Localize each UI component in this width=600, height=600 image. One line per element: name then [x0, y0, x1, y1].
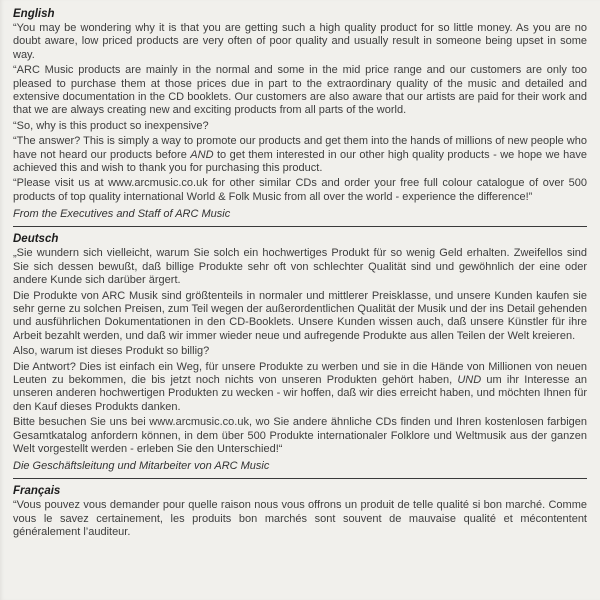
paragraph-text: Also, warum ist dieses Produkt so billig? [13, 345, 210, 358]
section-body-deutsch [13, 247, 587, 456]
paragraph-text: to get them interested in our other high quality products - we hope we have achieved this and wish to thank you for purchasing this product. [13, 148, 587, 175]
emphasized-text: UND [457, 373, 482, 386]
signature-english: From the Executives and Staff of ARC Music [13, 208, 231, 221]
paragraph [13, 120, 587, 133]
paragraph [13, 290, 587, 344]
paragraph [13, 345, 587, 358]
paragraph-text: “The answer? This is simply a way to promote our products and get them into the hands of millions of new people who have not heard our products before [13, 135, 587, 161]
emphasized-text: AND [190, 148, 214, 161]
section-body-francais [13, 499, 587, 539]
section-divider [13, 226, 587, 227]
paragraph-text: “Please visit us at www.arcmusic.co.uk for other similar CDs and order your free full colour catalogue of over 500 products of top quality international World & Folk Music from all over the world - experience the difference!” [13, 177, 587, 203]
section-header-deutsch: Deutsch [13, 233, 59, 246]
paragraph [13, 499, 587, 539]
section-francais [13, 484, 587, 539]
paragraph-text: Die Antwort? Dies ist einfach ein Weg, für unsere Produkte zu werben und sie in die Hände von Millionen von neuen Leuten zu bekommen, die bis jetzt noch nichts von unseren Produkten gehört haben, [13, 360, 587, 386]
paragraph-text: “You may be wondering why it is that you are getting such a high quality product for so little money. As you are no doubt aware, low priced products are very often of poor quality and usually result in someone being upset in some way. [13, 22, 587, 61]
section-header-english: English [13, 8, 55, 20]
section-divider [13, 478, 587, 479]
section-english [13, 7, 587, 221]
paragraph-text: „Sie wundern sich vielleicht, warum Sie solch ein hochwertiges Produkt für so wenig Geld erhalten. Zweifellos sind Sie sich dessen bewußt, daß billige Produkte sehr oft von schlechter Qualität sind und gewöhnlich der eine oder andere Kunde sich darüber ärgert. [13, 247, 587, 287]
paragraph [13, 22, 587, 62]
paragraph [13, 247, 587, 287]
paragraph [13, 416, 587, 456]
section-header-francais: Français [13, 485, 61, 498]
paragraph-text: “So, why is this product so inexpensive? [13, 119, 209, 132]
section-deutsch [13, 232, 587, 473]
paragraph-text: Bitte besuchen Sie uns bei www.arcmusic.co.uk, wo Sie andere ähnliche CDs finden und Ihren kostenlosen farbigen Gesamtkatalog anfordern können, in dem über 500 Produkte internationaler Folklore und Weltmusik aus der ganzen Welt vorgestellt werden - erleben Sie den Unterschied!“ [13, 416, 587, 455]
section-body-english [13, 22, 587, 204]
paragraph [13, 135, 587, 175]
paragraph-text: “Vous pouvez vous demander pour quelle raison nous vous offrons un produit de telle qualité si bon marché. Comme vous le savez certainement, les produits bon marchés sont souvent de mauvaise qualité et mécontentent généralement l’auditeur. [13, 499, 587, 539]
paragraph-text: Die Produkte von ARC Musik sind größtenteils in normaler und mittlerer Preisklasse, und unsere Kunden kaufen sie sehr gerne zu solchen Preisen, zum Teil wegen der außerordentlichen Qualität der Musik und der ins Detail gehenden und ausführlichen Dokumentationen in den CD-Booklets. Unsere Kunden wissen auch, daß unsere Künstler für ihre Arbeit bezahlt werden, und daß wir immer wieder neue und aufregende Produkte aus allen Teilen der Welt kreieren. [13, 289, 587, 342]
paragraph [13, 64, 587, 118]
paragraph-text: um ihr Interesse an unseren anderen hochwertigen Produkten zu wecken - wir hoffen, daß wir dies erreicht haben, und möchten Ihnen für den Kauf dieses Produkts danken. [13, 373, 587, 413]
paragraph-text: “ARC Music products are mainly in the normal and some in the mid price range and our customers are only too pleased to purchase them at those prices due in part to the extraordinary quality of the music and detailed and extensive documentation in the CD booklets. Our customers are also aware that our artists are paid for their work and that we are always creating new and exciting products from all parts of the world. [13, 64, 587, 117]
paragraph [13, 361, 587, 415]
signature-deutsch: Die Geschäftsleitung und Mitarbeiter von ARC Music [13, 460, 270, 473]
paragraph [13, 177, 587, 204]
